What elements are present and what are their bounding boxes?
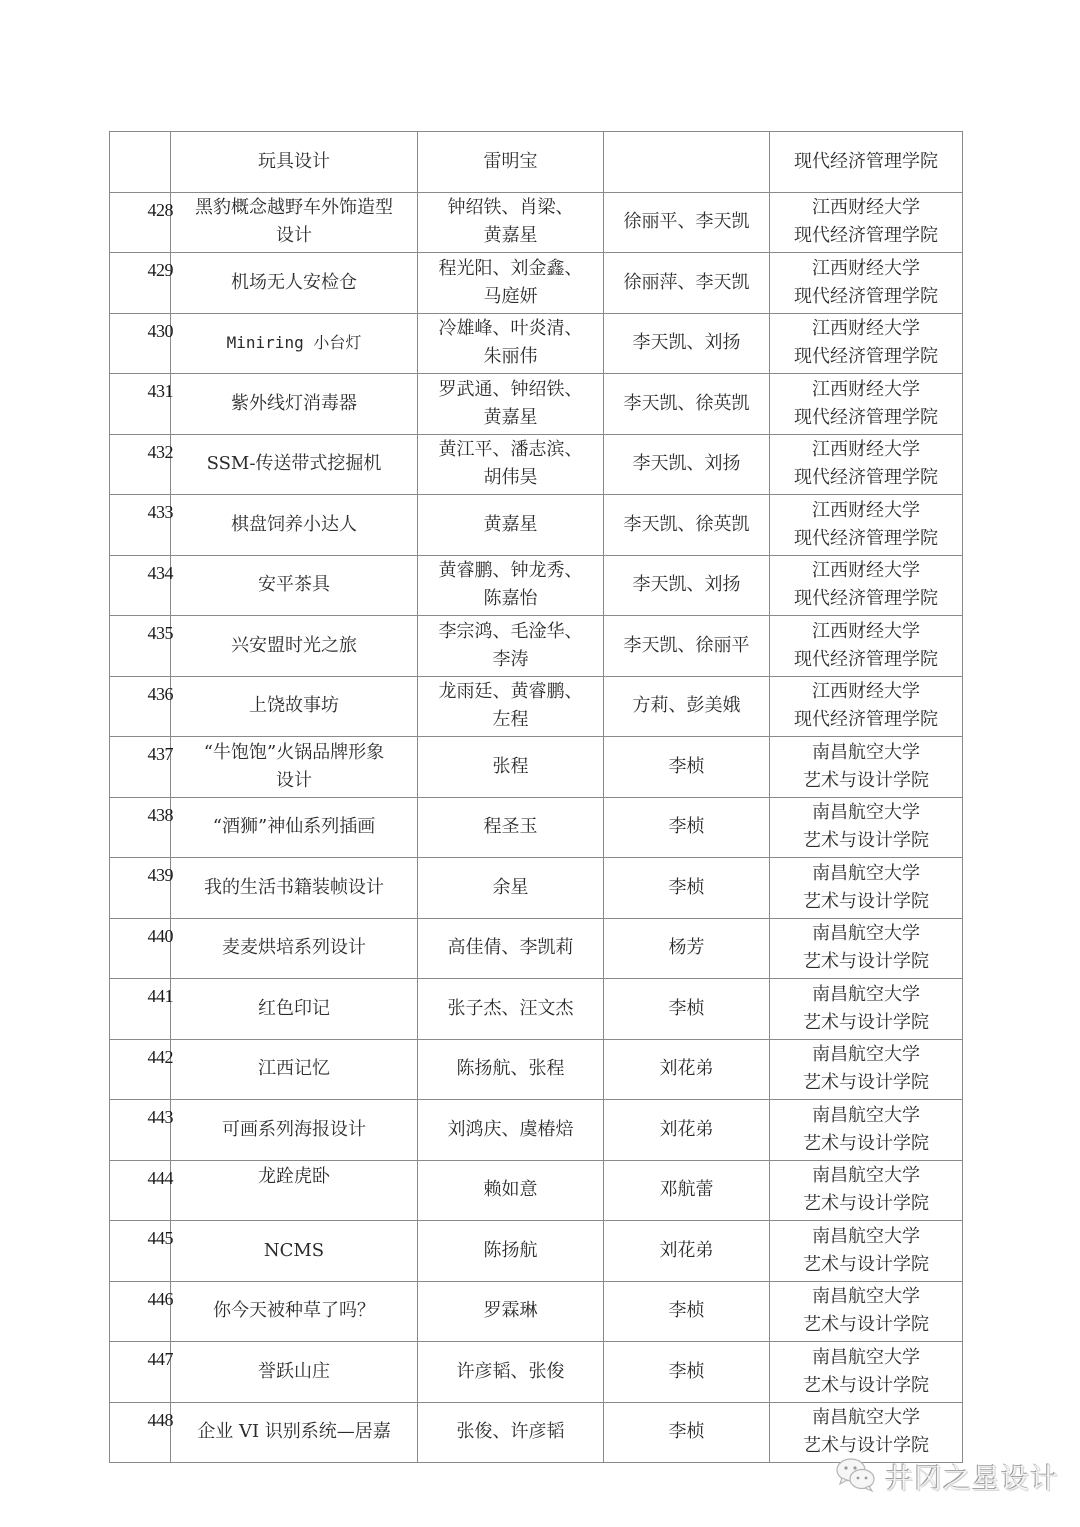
cell-line: 艺术与设计学院 (803, 1072, 929, 1094)
table-row (110, 1100, 963, 1161)
cell-line: 艺术与设计学院 (803, 1435, 929, 1457)
cell-line: “酒狮”神仙系列插画 (212, 816, 376, 838)
cell-line: 现代经济管理学院 (794, 467, 938, 489)
title-cell (171, 616, 418, 677)
row-number-cell (110, 1039, 171, 1100)
cell-line: 安平茶具 (258, 574, 330, 596)
row-number: 440 (147, 925, 173, 946)
table-row (110, 253, 963, 314)
advisors-text: 李桢 (668, 997, 705, 1019)
advisors-cell (604, 132, 770, 193)
cell-line: 黄嘉星 (483, 225, 538, 247)
advisors-cell (604, 979, 770, 1040)
advisors-cell (604, 495, 770, 556)
cell-line: 现代经济管理学院 (794, 285, 938, 307)
row-number-cell (110, 192, 171, 253)
advisors-text: 邓航蕾 (659, 1179, 714, 1201)
cell-line: 龙跧虎卧 (258, 1165, 330, 1187)
title-cell (171, 1281, 418, 1342)
cell-line: 现代经济管理学院 (794, 588, 938, 610)
cell-line: 江西财经大学 (812, 560, 920, 582)
cell-line: 南昌航空大学 (812, 1286, 920, 1308)
row-number: 441 (147, 986, 173, 1006)
school-cell (770, 1100, 963, 1161)
title-cell (171, 1221, 418, 1282)
authors-cell (418, 1342, 604, 1403)
row-number: 439 (147, 865, 173, 885)
table-row (110, 918, 963, 979)
watermark-text: 井冈之星设计 (885, 1462, 1060, 1495)
school-cell (770, 1402, 963, 1463)
title-cell (171, 1039, 418, 1100)
cell-line: 艺术与设计学院 (803, 951, 929, 973)
cell-line: 艺术与设计学院 (803, 1253, 929, 1275)
cell-line: 南昌航空大学 (812, 1225, 920, 1247)
title-cell (171, 737, 418, 798)
school-cell (770, 495, 963, 556)
table-row (110, 192, 963, 253)
awards-table (109, 131, 963, 1463)
table-row (110, 495, 963, 556)
school-cell (770, 555, 963, 616)
school-cell (770, 1281, 963, 1342)
school-cell (770, 192, 963, 253)
row-number-cell (110, 555, 171, 616)
advisors-cell (604, 434, 770, 495)
row-number-cell (110, 1342, 171, 1403)
advisors-text: 刘花弟 (659, 1239, 714, 1261)
advisors-cell (604, 616, 770, 677)
advisors-cell (604, 313, 770, 374)
table-row (110, 1221, 963, 1282)
row-number-cell (110, 616, 171, 677)
table-row (110, 1160, 963, 1221)
row-number-cell (110, 495, 171, 556)
cell-line: 设计 (276, 225, 312, 247)
cell-line: 余星 (492, 876, 529, 898)
cell-line: 张子杰、汪文杰 (447, 997, 574, 1019)
table-row (110, 1281, 963, 1342)
advisors-cell (604, 1342, 770, 1403)
title-cell (171, 434, 418, 495)
cell-line: 艺术与设计学院 (803, 830, 929, 852)
cell-line: 陈扬航、张程 (456, 1058, 565, 1080)
cell-line: 程圣玉 (483, 816, 538, 838)
table-row (110, 1342, 963, 1403)
cell-line: 现代经济管理学院 (794, 527, 938, 549)
title-cell (171, 979, 418, 1040)
authors-cell (418, 313, 604, 374)
advisors-cell (604, 1039, 770, 1100)
cell-line: 冷雄峰、叶炎清、 (438, 318, 583, 340)
authors-cell (418, 797, 604, 858)
cell-line: 江西财经大学 (812, 499, 920, 521)
advisors-cell (604, 737, 770, 798)
row-number-cell (110, 918, 171, 979)
advisors-text: 杨芳 (668, 937, 705, 959)
table-row (110, 797, 963, 858)
row-number: 445 (147, 1228, 173, 1248)
school-cell (770, 979, 963, 1040)
cell-line: 南昌航空大学 (812, 983, 920, 1005)
school-cell (770, 616, 963, 677)
cell-line: 艺术与设计学院 (803, 1132, 929, 1154)
advisors-cell (604, 192, 770, 253)
advisors-cell (604, 555, 770, 616)
row-number: 432 (147, 441, 173, 462)
table-row (110, 555, 963, 616)
authors-cell (418, 555, 604, 616)
school-cell (770, 1160, 963, 1221)
title-cell (171, 858, 418, 919)
school-cell (770, 797, 963, 858)
advisors-cell (604, 1100, 770, 1161)
school-cell (770, 434, 963, 495)
advisors-cell (604, 1402, 770, 1463)
row-number-cell (110, 979, 171, 1040)
table-row (110, 979, 963, 1040)
cell-line: 设计 (276, 769, 312, 791)
row-number-cell (110, 132, 171, 193)
row-number-cell (110, 374, 171, 435)
school-cell (770, 1221, 963, 1282)
authors-cell (418, 253, 604, 314)
cell-line: 江西财经大学 (812, 620, 920, 642)
cell-line: 江西财经大学 (812, 197, 920, 219)
cell-line: Miniring 小台灯 (226, 333, 362, 353)
title-cell (171, 676, 418, 737)
cell-line: 黄嘉星 (483, 513, 538, 535)
title-cell (171, 555, 418, 616)
row-number: 446 (147, 1288, 173, 1309)
row-number: 433 (147, 502, 173, 522)
cell-line: 龙雨廷、黄睿鹏、 (438, 681, 583, 703)
advisors-cell (604, 1281, 770, 1342)
cell-line: 黄江平、潘志滨、 (438, 439, 583, 461)
cell-line: 黄睿鹏、钟龙秀、 (438, 560, 583, 582)
row-number-cell (110, 1402, 171, 1463)
cell-line: 程光阳、刘金鑫、 (438, 257, 583, 279)
cell-line: 李涛 (492, 648, 529, 670)
advisors-text: 李天凯、刘扬 (632, 574, 741, 596)
cell-line: 南昌航空大学 (812, 923, 920, 945)
row-number-cell (110, 676, 171, 737)
advisors-cell (604, 253, 770, 314)
school-cell (770, 918, 963, 979)
school-cell (770, 313, 963, 374)
row-number: 435 (147, 623, 173, 643)
row-number: 448 (147, 1409, 173, 1430)
cell-line: 南昌航空大学 (812, 1044, 920, 1066)
title-cell (171, 1342, 418, 1403)
title-cell (171, 253, 418, 314)
row-number: 431 (147, 381, 173, 401)
cell-line: NCMS (263, 1239, 325, 1261)
title-cell (171, 918, 418, 979)
authors-cell (418, 979, 604, 1040)
cell-line: 江西财经大学 (812, 439, 920, 461)
cell-line: 现代经济管理学院 (794, 648, 938, 670)
table-row (110, 1039, 963, 1100)
cell-line: 南昌航空大学 (812, 1407, 920, 1429)
row-number: 430 (147, 320, 173, 341)
cell-line: 刘鸿庆、虞椿焙 (447, 1118, 574, 1140)
table-row (110, 616, 963, 677)
cell-line: 南昌航空大学 (812, 1165, 920, 1187)
authors-cell (418, 495, 604, 556)
cell-line: 艺术与设计学院 (803, 1374, 929, 1396)
cell-line: 南昌航空大学 (812, 862, 920, 884)
cell-line: 张程 (492, 755, 529, 777)
authors-cell (418, 616, 604, 677)
authors-cell (418, 1039, 604, 1100)
advisors-text: 李桢 (668, 876, 705, 898)
advisors-text: 徐丽萍、李天凯 (623, 271, 750, 293)
cell-line: 罗霖琳 (483, 1300, 538, 1322)
authors-cell (418, 1160, 604, 1221)
cell-line: 企业 VI 识别系统—居嘉 (197, 1421, 391, 1443)
cell-line: 麦麦烘培系列设计 (222, 937, 366, 959)
authors-cell (418, 858, 604, 919)
advisors-cell (604, 676, 770, 737)
cell-line: 艺术与设计学院 (803, 890, 929, 912)
row-number-cell (110, 1100, 171, 1161)
cell-line: 兴安盟时光之旅 (231, 634, 357, 656)
cell-line: 黄嘉星 (483, 406, 538, 428)
advisors-text: 徐丽平、李天凯 (623, 211, 750, 233)
row-number: 438 (147, 804, 173, 825)
cell-line: 你今天被种草了吗？ (213, 1300, 375, 1322)
table-row (110, 858, 963, 919)
row-number-cell (110, 434, 171, 495)
cell-line: 左程 (492, 709, 529, 731)
advisors-text: 李天凯、徐英凯 (623, 392, 750, 414)
authors-cell (418, 374, 604, 435)
row-number: 436 (147, 683, 173, 704)
school-cell (770, 1039, 963, 1100)
school-cell: 现代经济管理学院 (770, 132, 963, 193)
title-cell: 玩具设计 (171, 132, 418, 193)
table-row-continued (110, 132, 963, 193)
authors-cell (418, 676, 604, 737)
row-number-cell (110, 313, 171, 374)
row-number: 442 (147, 1046, 173, 1067)
row-number: 437 (147, 744, 173, 764)
advisors-text: 李天凯、徐丽平 (623, 634, 750, 656)
advisors-text: 李桢 (668, 816, 705, 838)
advisors-text: 李桢 (668, 1360, 705, 1382)
cell-line: 张俊、许彦韬 (456, 1421, 565, 1443)
cell-line: 江西财经大学 (812, 378, 920, 400)
cell-line: 我的生活书籍装帧设计 (204, 876, 384, 898)
table-row (110, 374, 963, 435)
cell-line: 誉跃山庄 (258, 1360, 330, 1382)
table-row (110, 1402, 963, 1463)
title-cell (171, 495, 418, 556)
row-number-cell (110, 858, 171, 919)
cell-line: 艺术与设计学院 (803, 1314, 929, 1336)
authors-cell (418, 1100, 604, 1161)
cell-line: 赖如意 (483, 1179, 538, 1201)
cell-line: 高佳倩、李凯莉 (447, 937, 574, 959)
cell-line: 棋盘饲养小达人 (231, 513, 357, 535)
table-row (110, 313, 963, 374)
advisors-text: 李天凯、徐英凯 (623, 513, 750, 535)
school-cell (770, 676, 963, 737)
row-number: 429 (147, 260, 173, 280)
advisors-text: 刘花弟 (659, 1058, 714, 1080)
advisors-cell (604, 1160, 770, 1221)
advisors-text: 方莉、彭美娥 (632, 695, 741, 717)
cell-line: 黑豹概念越野车外饰造型 (195, 197, 393, 219)
cell-line: 现代经济管理学院 (794, 225, 938, 247)
cell-line: 胡伟昊 (483, 467, 538, 489)
school-cell (770, 858, 963, 919)
title-cell (171, 1402, 418, 1463)
cell-line: 紫外线灯消毒器 (231, 392, 357, 414)
row-number: 428 (147, 199, 173, 220)
cell-line: 南昌航空大学 (812, 1104, 920, 1126)
school-cell (770, 737, 963, 798)
row-number-cell (110, 1160, 171, 1221)
authors-cell (418, 192, 604, 253)
school-cell (770, 374, 963, 435)
row-number-cell (110, 1221, 171, 1282)
cell-line: 南昌航空大学 (812, 741, 920, 763)
cell-line: 艺术与设计学院 (803, 1193, 929, 1215)
cell-line: SSM-传送带式挖掘机 (206, 453, 382, 475)
row-number-cell (110, 797, 171, 858)
authors-cell (418, 918, 604, 979)
row-number-cell (110, 253, 171, 314)
title-cell (171, 797, 418, 858)
cell-line: 陈扬航 (483, 1239, 538, 1261)
authors-cell (418, 1221, 604, 1282)
advisors-text: 李桢 (668, 755, 705, 777)
advisors-cell (604, 374, 770, 435)
cell-line: 陈嘉怡 (483, 588, 538, 610)
cell-line: 马庭妍 (483, 285, 538, 307)
school-cell (770, 1342, 963, 1403)
cell-line: 现代经济管理学院 (794, 406, 938, 428)
cell-line: 南昌航空大学 (812, 802, 920, 824)
advisors-text: 刘花弟 (659, 1118, 714, 1140)
cell-line: 李宗鸿、毛淦华、 (438, 620, 583, 642)
table-row (110, 676, 963, 737)
cell-line: 红色印记 (258, 997, 330, 1019)
row-number: 443 (147, 1107, 173, 1127)
title-cell (171, 313, 418, 374)
advisors-text: 李桢 (668, 1300, 705, 1322)
advisors-text: 李桢 (668, 1421, 705, 1443)
row-number: 447 (147, 1349, 173, 1369)
cell-line: 江西财经大学 (812, 257, 920, 279)
authors-cell: 雷明宝 (418, 132, 604, 193)
cell-line: “牛饱饱”火锅品牌形象 (203, 741, 385, 763)
advisors-cell (604, 797, 770, 858)
advisors-text: 李天凯、刘扬 (632, 453, 741, 475)
table-row (110, 434, 963, 495)
wechat-icon (835, 1457, 877, 1497)
cell-line: 上饶故事坊 (249, 695, 339, 717)
cell-line: 艺术与设计学院 (803, 769, 929, 791)
school-cell (770, 253, 963, 314)
table-row (110, 737, 963, 798)
cell-line: 江西财经大学 (812, 318, 920, 340)
cell-line: 江西记忆 (258, 1058, 330, 1080)
authors-cell (418, 1402, 604, 1463)
advisors-cell (604, 1221, 770, 1282)
advisors-cell (604, 858, 770, 919)
cell-line: 可画系列海报设计 (222, 1118, 366, 1140)
title-cell (171, 374, 418, 435)
advisors-cell (604, 918, 770, 979)
title-cell (171, 192, 418, 253)
cell-line: 现代经济管理学院 (794, 709, 938, 731)
title-cell (171, 1100, 418, 1161)
advisors-text: 李天凯、刘扬 (632, 332, 741, 354)
cell-line: 许彦韬、张俊 (456, 1360, 565, 1382)
cell-line: 南昌航空大学 (812, 1346, 920, 1368)
cell-line: 江西财经大学 (812, 681, 920, 703)
cell-line: 现代经济管理学院 (794, 346, 938, 368)
title-cell (171, 1160, 418, 1221)
cell-line: 艺术与设计学院 (803, 1011, 929, 1033)
authors-cell (418, 1281, 604, 1342)
row-number-cell (110, 737, 171, 798)
cell-line: 罗武通、钟绍铁、 (438, 378, 583, 400)
watermark (835, 1457, 1059, 1497)
row-number: 434 (147, 562, 173, 583)
authors-cell (418, 434, 604, 495)
cell-line: 朱丽伟 (483, 346, 538, 368)
cell-line: 钟绍铁、肖梁、 (447, 197, 574, 219)
authors-cell (418, 737, 604, 798)
row-number: 444 (147, 1167, 173, 1188)
row-number-cell (110, 1281, 171, 1342)
cell-line: 机场无人安检仓 (231, 271, 357, 293)
